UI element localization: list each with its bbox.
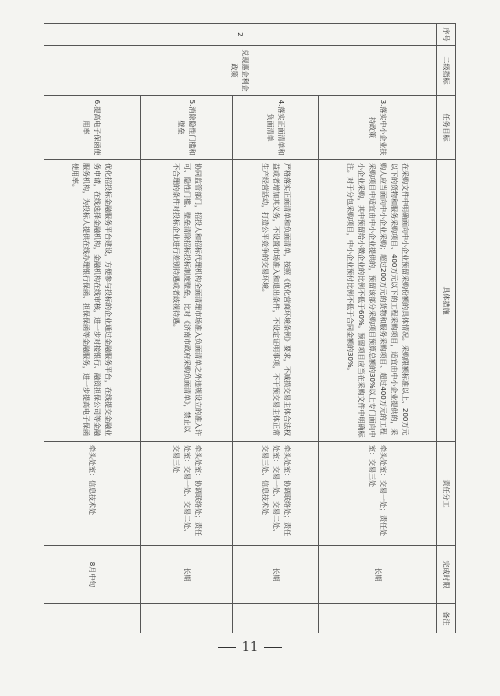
header-responsible: 责任分工 [437,442,456,546]
table-row [44,24,141,634]
page-number: 11 [241,640,259,655]
header-level2: 二级指标 [437,46,456,96]
cell-remark [141,604,233,634]
table-row [233,24,319,634]
cell-measures: 协同监管部门，招投人和招标代理机构全面清理市场准入负面清单之外违规设立的准入许可、隐性门槛、壁垒清除招标投标制度壁垒，比对《济南市政府采购负面清单》，禁止以不合理的条件对投标企业进行差别待遇或者歧视待遇。 [141,160,233,442]
header-deadline: 完成时限 [437,546,456,604]
cell-task: 6.提高电子保函使用率 [44,96,141,160]
header-seq: 序号 [437,24,456,46]
cell-seq: 2 [44,24,437,46]
cell-responsible: 牵头处室：信息技术处 [44,442,141,546]
cell-level2: 兑现惠企利企政策 [44,46,437,96]
footer-dash-left [218,647,236,648]
header-measures: 具体措施 [437,160,456,442]
cell-responsible: 牵头处室：协调联络处；责任处室：交易一处、交易二处、交易三处、信息技术处 [233,442,319,546]
cell-remark [44,604,141,634]
table-row [319,24,437,634]
cell-measures: 优化招投标金融服务平台建设，方便参与投标的企业通过金融服务平台，在线提交金融业务申请，在线选择金融机构，金融机构在线审核，进一步对接银行、融资担保公司等金融服务机构，为投标人提供在线办理银行保函、担保保函等金融服务，进一步提高电子保函使用率。 [44,160,141,442]
cell-remark [233,604,319,634]
task-table [44,23,456,633]
table-row [141,24,233,634]
cell-task: 3.落实中小企业扶持政策 [319,96,437,160]
header-remark: 备注 [437,604,456,634]
header-task: 任务目标 [437,96,456,160]
cell-deadline: 长期 [319,546,437,604]
header-row [437,24,456,634]
cell-measures: 严格落实正面清单和负面清单，按照《优化营商环境条例》要求，不减损交易主体合法权益或者增加其义务，不设置市场准入和退出条件，不设定证明事项，不干预交易主体正常生产经营活动，打造公平竞争的交易环境。 [233,160,319,442]
cell-task: 5.消除隐性门槛和壁垒 [141,96,233,160]
rotated-table [44,23,456,633]
cell-responsible: 牵头处室：协调联络处；责任处室：交易一处、交易二处、交易三处 [141,442,233,546]
cell-deadline: 8月中旬 [44,546,141,604]
cell-deadline: 长期 [141,546,233,604]
page-footer [0,640,500,655]
footer-dash-right [264,647,282,648]
cell-deadline: 长期 [233,546,319,604]
cell-responsible: 牵头处室：交易一处；责任处室：交易三处 [319,442,437,546]
cell-task: 4.落实正面清单和负面清单 [233,96,319,160]
rotated-table-frame [44,23,456,633]
cell-remark [319,604,437,634]
cell-measures: 在采购文件中明确面向中小企业预留采购份额的具体情况。采购限额标准以上、200万元以下的货物和服务采购项目、400万元以下的工程采购项目，适宜由中小企业提供的，采购人应当面向中小企业采购；超过200万元的货物和服务采购项目、超过400万元的工程采购项目中适宜由中小企业提供的，预留该部分采购项目预算总额的30%以上专门面向中小企业采购，其中预留给小微企业的比例不低于60%。预留项目应当在采购文件中明确标注。对于分包采购项目，中小企业预付比例不低于合同金额的30%。 [319,160,437,442]
